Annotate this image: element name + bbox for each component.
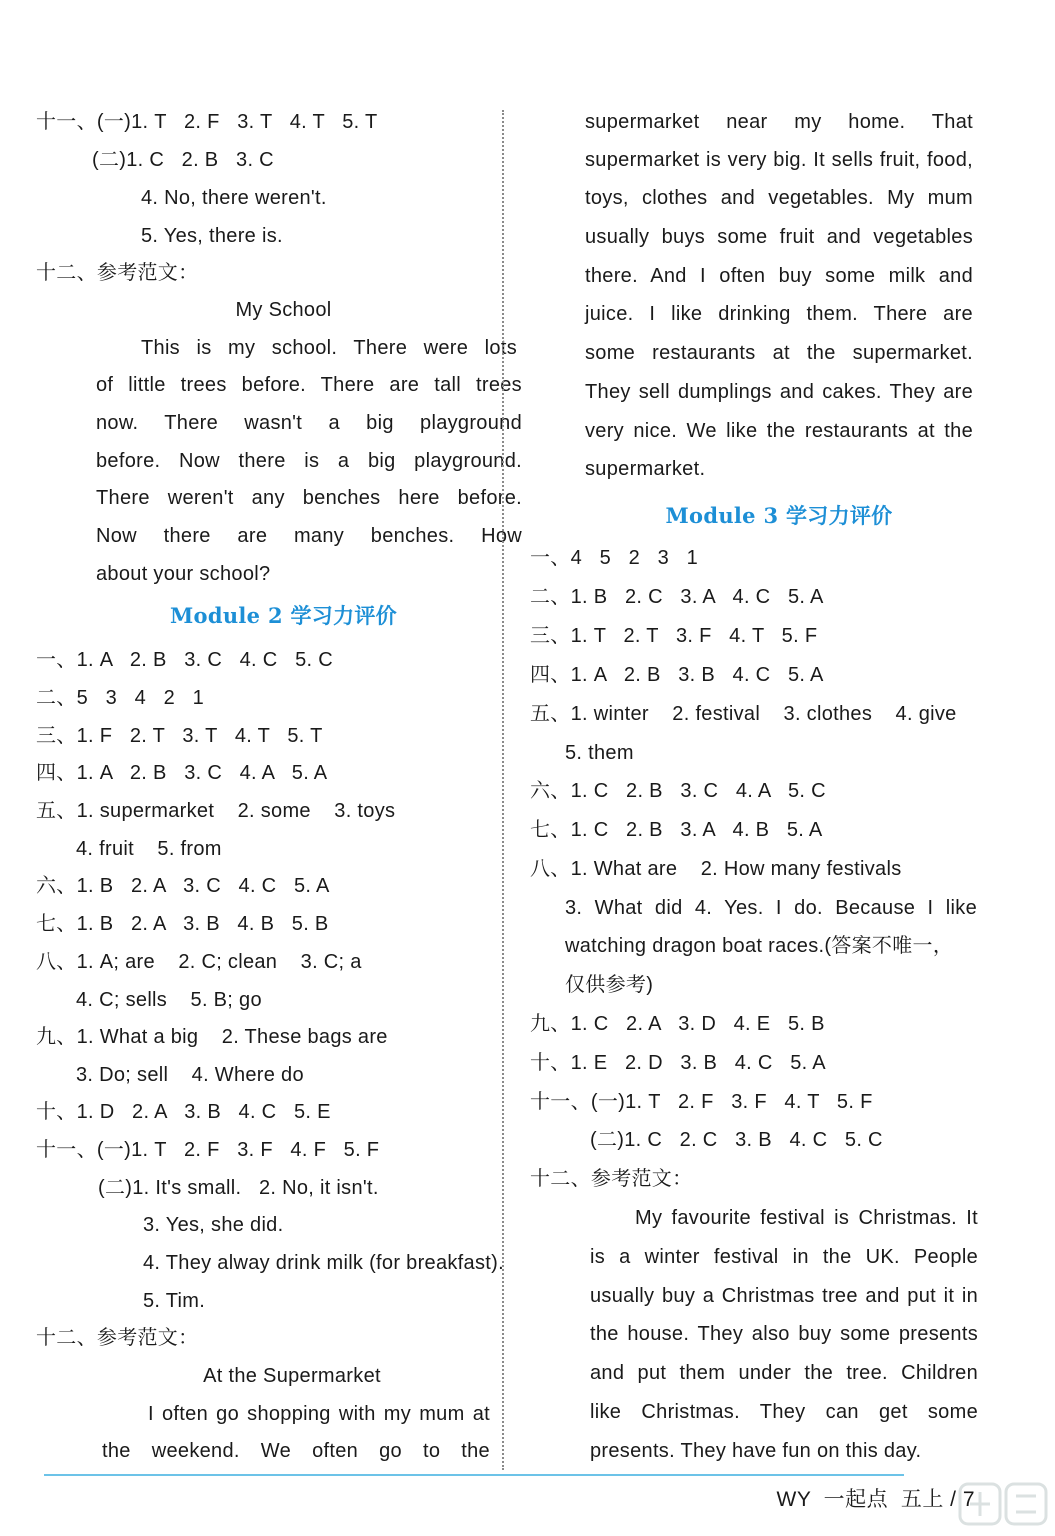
left-line-11: There weren't any benches here before. [96, 487, 522, 509]
left-line-36: the weekend. We often go to the [102, 1440, 490, 1462]
right-line-18: 六、1. C 2. B 3. C 4. A 5. C [530, 780, 826, 802]
right-line-6: juice. I like drinking them. There are [585, 303, 973, 325]
left-line-23: 八、1. A; are 2. C; clean 3. C; a [36, 951, 362, 973]
left-line-18: 四、1. A 2. B 3. C 4. A 5. A [36, 762, 328, 784]
column-divider [502, 110, 504, 1470]
right-line-27: (二)1. C 2. C 3. B 4. C 5. C [590, 1129, 883, 1151]
right-line-19: 七、1. C 2. B 3. A 4. B 5. A [530, 819, 823, 841]
left-line-35: I often go shopping with my mum at [148, 1403, 490, 1425]
left-line-12: Now there are many benches. How [96, 525, 522, 547]
left-line-20: 4. fruit 5. from [76, 838, 222, 860]
right-line-32: the house. They also buy some presents [590, 1323, 978, 1345]
right-line-16: 五、1. winter 2. festival 3. clothes 4. give [530, 703, 957, 725]
left-line-5: 十二、参考范文： [36, 262, 199, 284]
left-line-29: (二)1. It's small. 2. No, it isn't. [98, 1177, 379, 1199]
left-line-31: 4. They alway drink milk (for breakfast). [143, 1252, 504, 1274]
right-line-34: like Christmas. They can get some [590, 1401, 978, 1423]
left-line-15: 一、1. A 2. B 3. C 4. C 5. C [36, 649, 333, 671]
left-line-22: 七、1. B 2. A 3. B 4. B 5. B [36, 913, 329, 935]
left-line-16: 二、5 3 4 2 1 [36, 687, 204, 709]
left-line-33: 十二、参考范文： [36, 1327, 199, 1349]
right-line-5: there. And I often buy some milk and [585, 265, 973, 287]
right-line-28: 十二、参考范文： [530, 1168, 693, 1190]
right-line-11: Module 3 学习力评价 [665, 503, 893, 528]
left-line-19: 五、1. supermarket 2. some 3. toys [36, 800, 396, 822]
right-line-15: 四、1. A 2. B 3. B 4. C 5. A [530, 664, 824, 686]
left-line-9: now. There wasn't a big playground [96, 412, 522, 434]
right-line-24: 九、1. C 2. A 3. D 4. E 5. B [530, 1013, 825, 1035]
left-line-30: 3. Yes, she did. [143, 1214, 284, 1236]
right-line-2: supermarket is very big. It sells fruit, food, [585, 149, 973, 171]
left-line-34: At the Supermarket [203, 1365, 381, 1387]
right-line-23: 仅供参考) [565, 974, 654, 996]
left-line-26: 3. Do; sell 4. Where do [76, 1064, 304, 1086]
right-line-9: very nice. We like the restaurants at the [585, 420, 973, 442]
left-line-14: Module 2 学习力评价 [170, 603, 397, 628]
right-line-14: 三、1. T 2. T 3. F 4. T 5. F [530, 625, 818, 647]
left-line-25: 九、1. What a big 2. These bags are [36, 1026, 388, 1048]
right-line-17: 5. them [565, 742, 634, 764]
left-line-7: This is my school. There were lots [141, 337, 517, 359]
right-line-1: supermarket near my home. That [585, 111, 973, 133]
footer-rule [44, 1474, 904, 1476]
right-line-10: supermarket. [585, 458, 706, 480]
watermark-logo [958, 1478, 1050, 1532]
right-line-8: They sell dumplings and cakes. They are [585, 381, 973, 403]
left-line-10: before. Now there is a big playground. [96, 450, 522, 472]
right-line-20: 八、1. What are 2. How many festivals [530, 858, 902, 880]
left-line-3: 4. No, there weren't. [141, 187, 327, 209]
left-line-27: 十、1. D 2. A 3. B 4. C 5. E [36, 1101, 331, 1123]
right-line-26: 十一、(一)1. T 2. F 3. F 4. T 5. F [530, 1091, 873, 1113]
right-line-22: watching dragon boat races.(答案不唯一， [565, 935, 954, 957]
page-footer: WY 一起点 五上 / 7 [776, 1488, 975, 1511]
right-line-30: is a winter festival in the UK. People [590, 1246, 978, 1268]
right-line-33: and put them under the tree. Children [590, 1362, 978, 1384]
left-line-4: 5. Yes, there is. [141, 225, 283, 247]
right-line-25: 十、1. E 2. D 3. B 4. C 5. A [530, 1052, 826, 1074]
right-line-21: 3. What did 4. Yes. I do. Because I like [565, 897, 977, 919]
right-line-3: toys, clothes and vegetables. My mum [585, 187, 973, 209]
right-line-35: presents. They have fun on this day. [590, 1440, 922, 1462]
right-line-12: 一、4 5 2 3 1 [530, 547, 698, 569]
right-line-13: 二、1. B 2. C 3. A 4. C 5. A [530, 586, 824, 608]
left-line-17: 三、1. F 2. T 3. T 4. T 5. T [36, 725, 323, 747]
left-line-24: 4. C; sells 5. B; go [76, 989, 262, 1011]
left-line-28: 十一、(一)1. T 2. F 3. F 4. F 5. F [36, 1139, 380, 1161]
right-line-4: usually buys some fruit and vegetables [585, 226, 973, 248]
right-line-7: some restaurants at the supermarket. [585, 342, 973, 364]
left-line-6: My School [235, 299, 332, 321]
left-line-32: 5. Tim. [143, 1290, 206, 1312]
left-line-8: of little trees before. There are tall trees [96, 374, 522, 396]
left-line-21: 六、1. B 2. A 3. C 4. C 5. A [36, 875, 330, 897]
right-line-29: My favourite festival is Christmas. It [635, 1207, 978, 1229]
left-line-1: 十一、(一)1. T 2. F 3. T 4. T 5. T [36, 111, 378, 133]
left-line-13: about your school? [96, 563, 271, 585]
right-line-31: usually buy a Christmas tree and put it in [590, 1285, 978, 1307]
left-line-2: (二)1. C 2. B 3. C [92, 149, 274, 171]
